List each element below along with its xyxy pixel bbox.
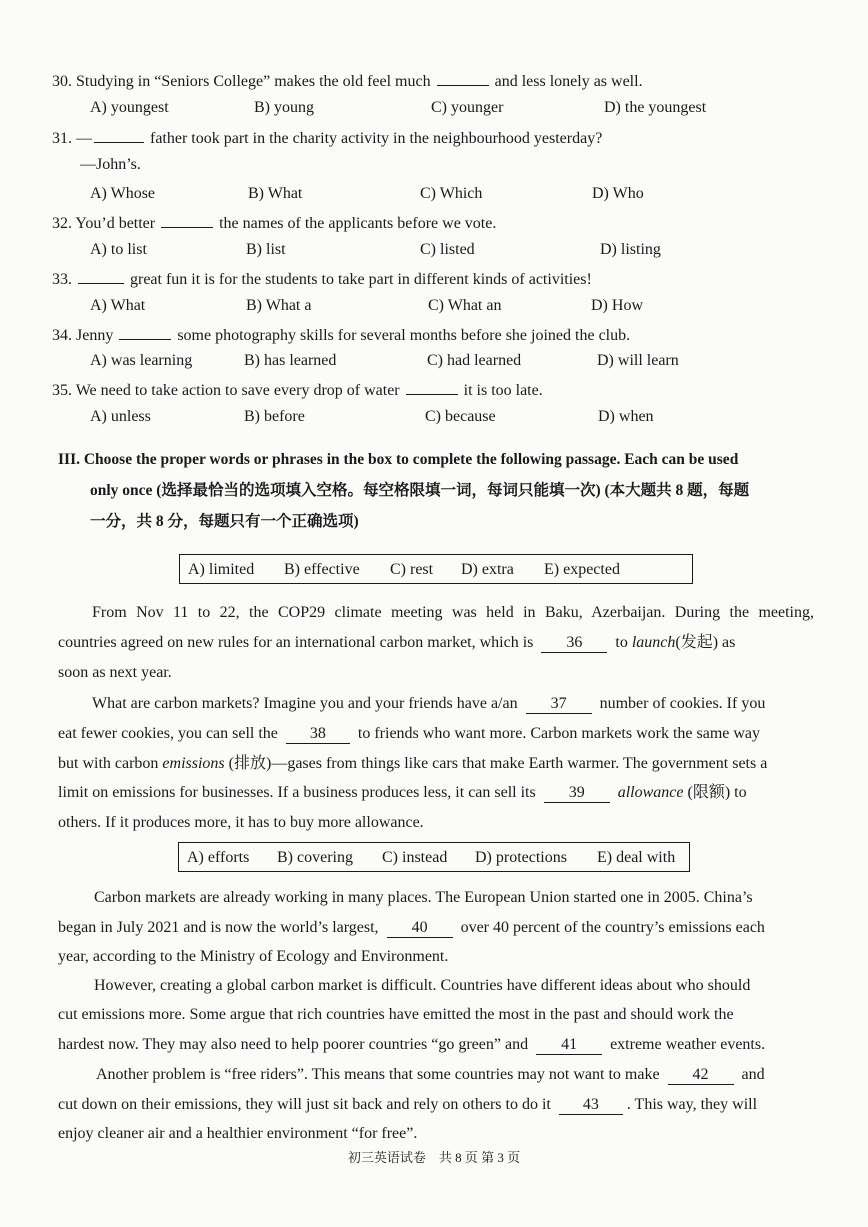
word-box-1 (179, 554, 693, 584)
passage-line: Another problem is “free riders”. This means that some countries may not want to make 42 and (96, 1066, 765, 1083)
passage-line: enjoy cleaner air and a healthier environment “for free”. (58, 1125, 418, 1142)
option[interactable]: B) What a (246, 297, 312, 314)
option[interactable]: D) will learn (597, 352, 679, 369)
passage-line: cut emissions more. Some argue that rich countries have emitted the most in the past and should work the (58, 1006, 734, 1023)
blank-37[interactable]: 37 (526, 695, 592, 714)
option[interactable]: C) listed (420, 241, 475, 258)
option[interactable]: B) before (244, 408, 305, 425)
question-31: 31. — father took part in the charity activity in the neighbourhood yesterday? (52, 127, 602, 149)
option[interactable]: C) because (425, 408, 496, 425)
blank-41[interactable]: 41 (536, 1036, 602, 1055)
passage-line: From Nov 11 to 22, the COP29 climate meeting was held in Baku, Azerbaijan. During the meeting, (92, 604, 814, 621)
answer-blank[interactable] (437, 70, 489, 86)
section-heading-line-2: only once (选择最恰当的选项填入空格。每空格限填一词，每词只能填一次) (本大题共 8 题，每题 (90, 482, 750, 499)
option[interactable]: A) Whose (90, 185, 156, 202)
passage-line: year, according to the Ministry of Ecology and Environment. (58, 948, 449, 965)
option[interactable]: C) younger (431, 99, 504, 116)
section-heading: III. Choose the proper words or phrases in the box to complete the following passage. Each can be used (58, 451, 739, 468)
word-box-item: D) protections (475, 849, 567, 866)
option[interactable]: C) had learned (427, 352, 522, 369)
answer-blank[interactable] (406, 379, 458, 395)
question-31-answer: —John’s. (80, 156, 141, 173)
passage-line: others. If it produces more, it has to buy more allowance. (58, 814, 424, 831)
blank-42[interactable]: 42 (668, 1066, 734, 1085)
passage-line: countries agreed on new rules for an international carbon market, which is 36 to launch(发起) as (58, 634, 736, 651)
word-box-item: A) efforts (187, 849, 250, 866)
option[interactable]: C) Which (420, 185, 483, 202)
option[interactable]: B) What (248, 185, 303, 202)
passage-line: limit on emissions for businesses. If a business produces less, it can sell its 39 allowance (限额) to (58, 784, 747, 801)
word-box-item: E) deal with (597, 849, 676, 866)
section-heading-line-3: 一分，共 8 分，每题只有一个正确选项) (90, 513, 359, 530)
page-footer: 初三英语试卷 共 8 页 第 3 页 (347, 1150, 521, 1165)
option[interactable]: A) to list (90, 241, 147, 258)
blank-36[interactable]: 36 (541, 634, 607, 653)
passage-line: but with carbon emissions (排放)—gases from things like cars that make Earth warmer. The government sets a (58, 755, 768, 772)
option[interactable]: A) was learning (90, 352, 193, 369)
word-box-item: E) expected (544, 561, 620, 578)
passage-line: began in July 2021 and is now the world’s largest, 40 over 40 percent of the country’s emissions each (58, 919, 765, 936)
option[interactable]: C) What an (428, 297, 502, 314)
passage-line: However, creating a global carbon market is difficult. Countries have different ideas about who should (94, 977, 751, 994)
passage-line: What are carbon markets? Imagine you and your friends have a/an 37 number of cookies. If you (92, 695, 766, 712)
question-33: 33. great fun it is for the students to take part in different kinds of activities! (52, 268, 592, 290)
blank-40[interactable]: 40 (387, 919, 453, 938)
blank-43[interactable]: 43 (559, 1096, 623, 1115)
option[interactable]: B) young (254, 99, 314, 116)
option[interactable]: D) Who (592, 185, 644, 202)
option[interactable]: B) list (246, 241, 286, 258)
option[interactable]: A) unless (90, 408, 151, 425)
answer-blank[interactable] (94, 127, 144, 143)
option[interactable]: A) youngest (90, 99, 169, 116)
question-34: 34. Jenny some photography skills for several months before she joined the club. (52, 324, 630, 346)
word-box-item: C) instead (382, 849, 448, 866)
option[interactable]: A) What (90, 297, 146, 314)
option[interactable]: D) when (598, 408, 654, 425)
option[interactable]: D) the youngest (604, 99, 707, 116)
word-box-item: B) covering (277, 849, 353, 866)
passage-line: Carbon markets are already working in many places. The European Union started one in 2005. China’s (94, 889, 753, 906)
passage-line: cut down on their emissions, they will just sit back and rely on others to do it 43 . This way, they will (58, 1096, 758, 1113)
passage-line: soon as next year. (58, 664, 172, 681)
answer-blank[interactable] (161, 212, 213, 228)
blank-38[interactable]: 38 (286, 725, 350, 744)
word-box-item: B) effective (284, 561, 360, 578)
word-box-item: D) extra (461, 561, 514, 578)
option[interactable]: B) has learned (244, 352, 337, 369)
passage-line: hardest now. They may also need to help poorer countries “go green” and 41 extreme weather events. (58, 1036, 766, 1053)
word-box-2 (178, 842, 690, 872)
question-30: 30. Studying in “Seniors College” makes the old feel much and less lonely as well. (52, 70, 643, 92)
blank-39[interactable]: 39 (544, 784, 610, 803)
passage-line: eat fewer cookies, you can sell the 38 to friends who want more. Carbon markets work the same way (58, 725, 761, 742)
question-35: 35. We need to take action to save every drop of water it is too late. (52, 379, 543, 401)
option[interactable]: D) How (591, 297, 643, 314)
option[interactable]: D) listing (600, 241, 661, 258)
question-32: 32. You’d better the names of the applicants before we vote. (52, 212, 496, 234)
word-box-item: A) limited (188, 561, 255, 578)
word-box-item: C) rest (390, 561, 434, 578)
answer-blank[interactable] (119, 324, 171, 340)
answer-blank[interactable] (78, 268, 124, 284)
